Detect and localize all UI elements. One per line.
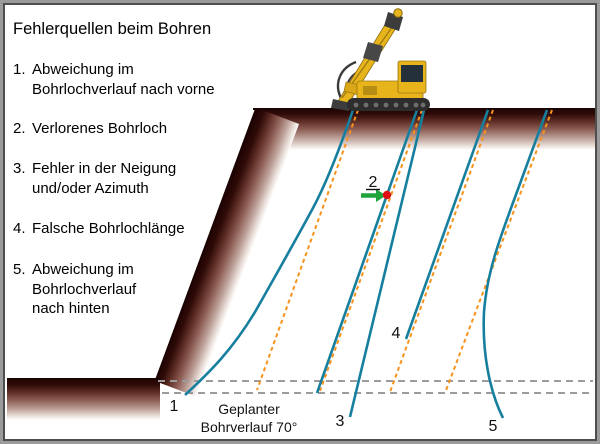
hole-label-5: 5 bbox=[488, 418, 498, 435]
hole-label-1: 1 bbox=[169, 398, 179, 415]
legend-item-2-number: 2. bbox=[13, 120, 26, 137]
legend-item-1-number: 1. bbox=[13, 61, 26, 78]
drill-rig bbox=[331, 9, 430, 111]
rig-top-pulley bbox=[394, 9, 402, 17]
legend-item-3-line: Fehler in der Neigung bbox=[32, 160, 177, 177]
legend-item-5-line: nach hinten bbox=[32, 300, 110, 317]
planned-caption-line2: Bohrverlauf 70° bbox=[200, 419, 298, 435]
legend-item-5-line: Abweichung im bbox=[32, 261, 134, 278]
legend-item-2 bbox=[13, 119, 167, 139]
legend-item-3-number: 3. bbox=[13, 160, 26, 177]
actual-path-5-deviation-backward bbox=[484, 110, 547, 418]
hole-label-3: 3 bbox=[335, 413, 345, 430]
legend-item-5 bbox=[13, 260, 136, 319]
lost-hole-red-dot bbox=[383, 191, 391, 199]
legend-item-1-line: Bohrlochverlauf nach vorne bbox=[32, 80, 215, 98]
legend-item-1 bbox=[13, 60, 215, 99]
legend-item-4-line: Falsche Bohrlochlänge bbox=[32, 220, 185, 237]
legend-item-4-number: 4. bbox=[13, 220, 26, 237]
legend-item-5-line: Bohrlochverlauf bbox=[32, 280, 137, 298]
planned-caption-line1: Geplanter bbox=[218, 401, 280, 417]
page-title: Fehlerquellen beim Bohren bbox=[13, 20, 212, 38]
legend-item-3 bbox=[13, 159, 176, 198]
planned-path-4 bbox=[390, 110, 493, 392]
rig-engine-vent bbox=[363, 86, 377, 95]
legend-item-3-line: und/oder Azimuth bbox=[32, 179, 149, 197]
rig-cab-window bbox=[401, 65, 423, 82]
actual-path-3-wrong-inclination bbox=[350, 110, 424, 417]
legend-item-1-line: Abweichung im bbox=[32, 61, 134, 78]
hole-label-2: 2 bbox=[368, 174, 378, 191]
legend-item-2-line: Verlorenes Bohrloch bbox=[32, 120, 168, 137]
bench-floor bbox=[7, 378, 160, 420]
legend-item-4 bbox=[13, 219, 185, 239]
legend-item-5-number: 5. bbox=[13, 261, 26, 278]
planned-path-5 bbox=[445, 110, 552, 393]
hole-label-4: 4 bbox=[391, 325, 401, 342]
